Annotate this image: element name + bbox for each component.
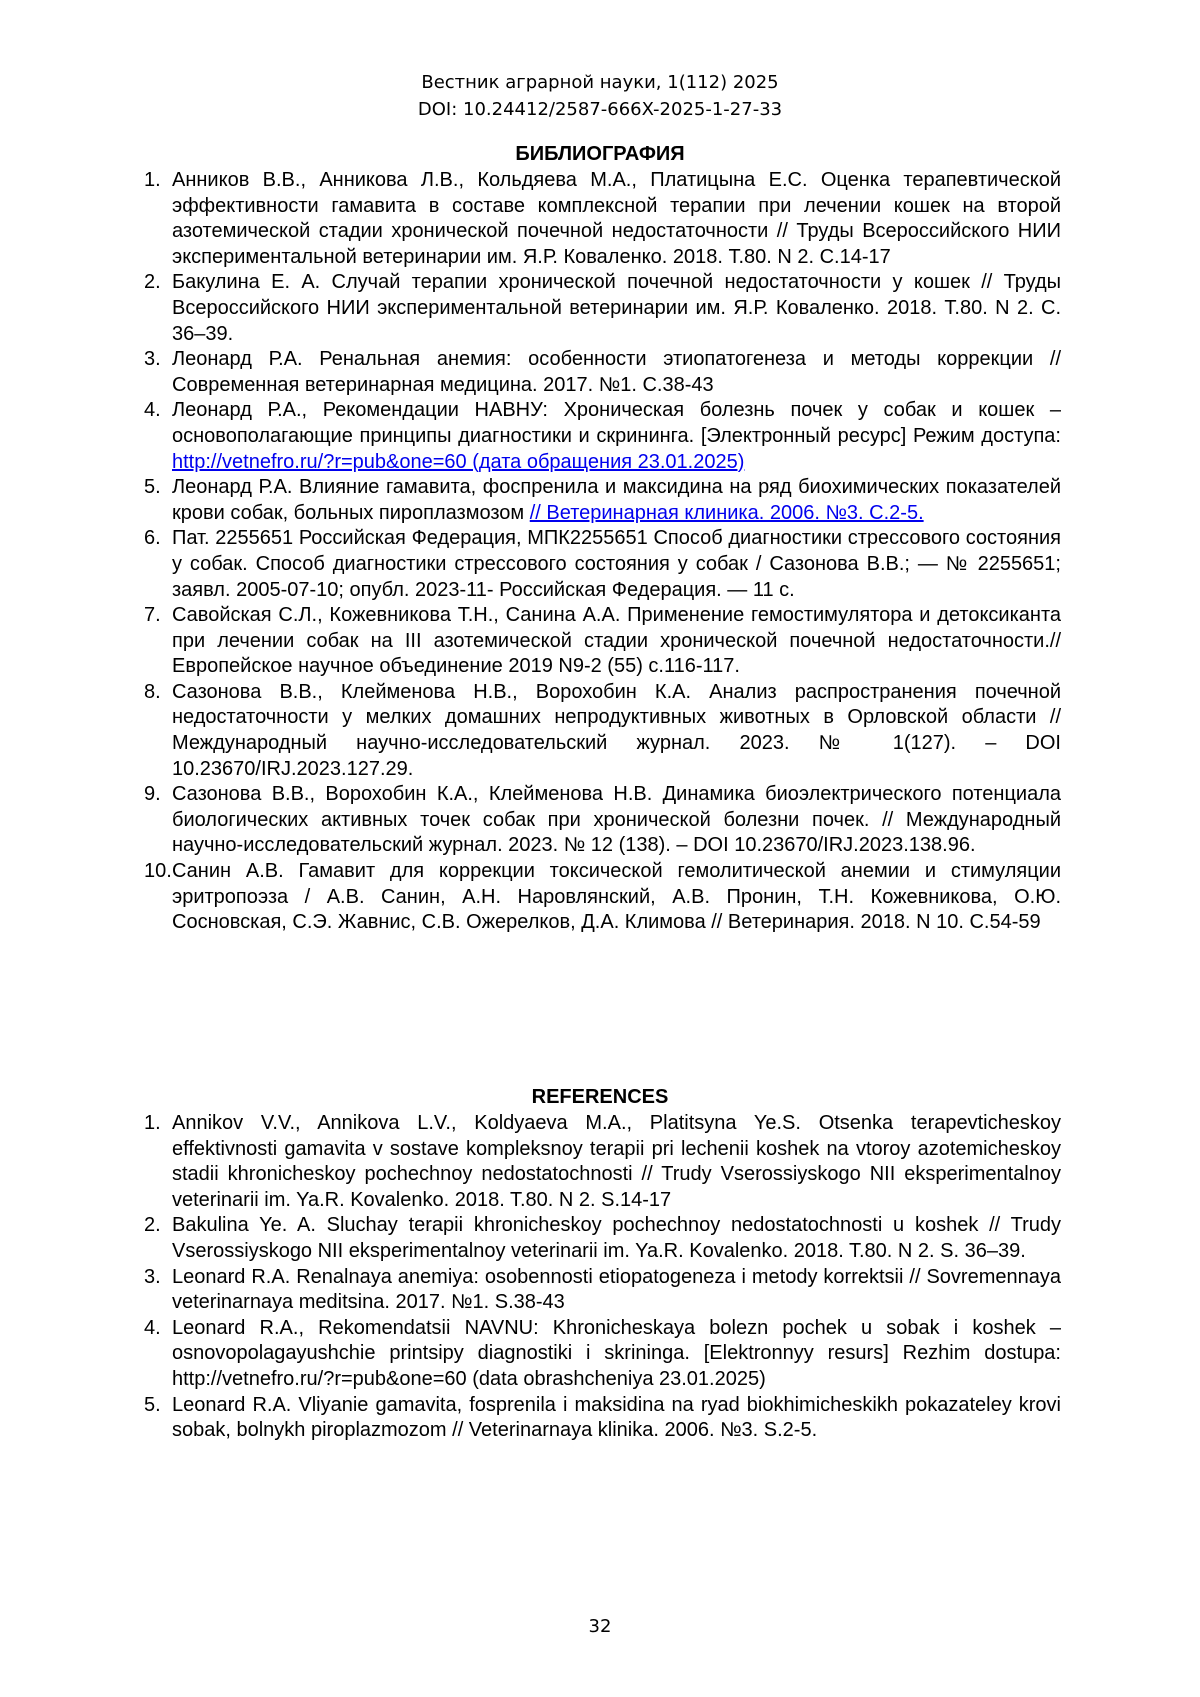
item-number: 3. bbox=[144, 1265, 161, 1288]
list-item bbox=[144, 475, 1061, 526]
item-number: 1. bbox=[144, 169, 161, 191]
list-item bbox=[144, 1393, 1061, 1444]
list-item bbox=[144, 1316, 1061, 1393]
item-number: 9. bbox=[144, 783, 161, 806]
item-number: 1. bbox=[144, 1112, 161, 1134]
item-text: Санин А.В. Гамавит для коррекции токсической гемолитической анемии и стимуляции эритропоэза / А.В. Санин, А.Н. Наровлянский, А.В. Пронин, Т.Н. Кожевникова, О.Ю. Сосновская, С.Э. Жавнис, С.В. Ожерелков, Д.А. Климова // Ветеринария. 2018. N 10. С.54-59 bbox=[172, 860, 1061, 934]
list-item bbox=[144, 168, 1061, 270]
item-text: Сазонова В.В., Ворохобин К.А., Клейменова Н.В. Динамика биоэлектрического потенциала биологических активных точек собак при хронической болезни почек. // Международный научно-исследовательский журнал. 2023. № 12 (138). – DOI 10.23670/IRJ.2023.138.96. bbox=[172, 783, 1061, 857]
list-item bbox=[144, 603, 1061, 680]
item-number: 4. bbox=[144, 1316, 161, 1339]
journal-title: Вестник аграрной науки, 1(112) 2025 bbox=[421, 72, 779, 93]
item-text: Савойская С.Л., Кожевникова Т.Н., Санина А.А. Применение гемостимулятора и детоксиканта при лечении собак на III азотемической стадии хронической почечной недостаточности.// Европейское научное объединение 2019 N9-2 (55) с.116-117. bbox=[172, 604, 1061, 678]
item-text: Annikov V.V., Annikova L.V., Koldyaeva M.A., Platitsyna Ye.S. Otsenka terapevticheskoy effektivnosti gamavita v sostave kompleksnoy terapii pri lechenii koshek na vtoroy azotemicheskoy stadii khronicheskoy pochechnoy nedostatochnosti // Trudy Vserossiyskogo NII eksperimentalnoy veterinarii im. Ya.R. Kovalenko. 2018. T.80. N 2. S.14-17 bbox=[172, 1112, 1061, 1211]
item-text: Сазонова В.В., Клейменова Н.В., Ворохобин К.А. Анализ распространения почечной недостаточности у мелких домашних непродуктивных животных в Орловской области // Международный научно-исследовательский журнал. 2023. № 1(127). – DOI 10.23670/IRJ.2023.127.29. bbox=[172, 680, 1061, 780]
item-number: 2. bbox=[144, 1214, 161, 1237]
item-text: Леонард Р.А. Влияние гамавита, фоспренила и максидина на ряд биохимических показателей крови собак, больных пироплазмозом bbox=[172, 476, 1061, 524]
list-item bbox=[144, 782, 1061, 859]
doi-line: DOI: 10.24412/2587-666X-2025-1-27-33 bbox=[417, 99, 783, 120]
list-item bbox=[144, 398, 1061, 475]
references-heading: REFERENCES bbox=[531, 1086, 669, 1108]
item-number: 7. bbox=[144, 604, 161, 627]
list-item bbox=[144, 859, 1061, 936]
item-number: 3. bbox=[144, 348, 161, 371]
list-item bbox=[144, 347, 1061, 398]
item-text: Leonard R.A. Vliyanie gamavita, fosprenila i maksidina na ryad biokhimicheskikh pokazateley krovi sobak, bolnykh piroplazmozom // Veterinarnaya klinika. 2006. №3. S.2-5. bbox=[172, 1393, 1061, 1442]
page-number: 32 bbox=[588, 1616, 612, 1637]
item-text: Bakulina Ye. A. Sluchay terapii khronicheskoy pochechnoy nedostatochnosti u koshek // Trudy Vserossiyskogo NII eksperimentalnoy veterinarii im. Ya.R. Kovalenko. 2018. T.80. N 2. S. 36–39. bbox=[172, 1214, 1061, 1262]
vetnefro-link[interactable]: http://vetnefro.ru/?r=pub&one=60 (дата обращения 23.01.2025) bbox=[172, 450, 745, 473]
item-text: Леонард Р.А. Ренальная анемия: особенности этиопатогенеза и методы коррекции // Современная ветеринарная медицина. 2017. №1. С.38-43 bbox=[172, 348, 1061, 396]
item-text: Пат. 2255651 Российская Федерация, МПК2255651 Способ диагностики стрессового состояния у собак. Способ диагностики стрессового состояния у собак / Сазонова В.В.; — № 2255651; заявл. 2005-07-10; опубл. 2023-11- Российская Федерация. — 11 с. bbox=[172, 527, 1061, 601]
item-number: 10. bbox=[144, 860, 172, 883]
item-text: Леонард Р.А., Рекомендации НАВНУ: Хроническая болезнь почек у собак и кошек – основополагающие принципы диагностики и скрининга. [Электронный ресурс] Режим доступа: bbox=[172, 399, 1061, 447]
item-number: 5. bbox=[144, 476, 161, 499]
list-item bbox=[144, 270, 1061, 347]
item-text: Leonard R.A. Renalnaya anemiya: osobennosti etiopatogeneza i metody korrektsii // Sovremennaya veterinarnaya meditsina. 2017. №1. S.38-43 bbox=[172, 1265, 1061, 1314]
item-text: Бакулина Е. А. Случай терапии хронической почечной недостаточности у кошек // Труды Всероссийского НИИ экспериментальной ветеринарии им. Я.Р. Коваленко. 2018. Т.80. N 2. С. 36–39. bbox=[172, 271, 1061, 345]
list-item bbox=[144, 1111, 1061, 1213]
list-item bbox=[144, 680, 1061, 782]
vet-clinic-link[interactable]: // Ветеринарная клиника. 2006. №3. С.2-5. bbox=[529, 501, 924, 524]
item-text: Анников В.В., Анникова Л.В., Кольдяева М.А., Платицына Е.С. Оценка терапевтической эффективности гамавита в составе комплексной терапии при лечении кошек на второй азотемической стадии хронической почечной недостаточности // Труды Всероссийского НИИ экспериментальной ветеринарии им. Я.Р. Коваленко. 2018. Т.80. N 2. С.14-17 bbox=[172, 169, 1061, 268]
list-item bbox=[144, 1213, 1061, 1264]
references-list bbox=[144, 1111, 1061, 1444]
item-number: 5. bbox=[144, 1393, 161, 1416]
list-item bbox=[144, 1265, 1061, 1316]
bibliography-heading: БИБЛИОГРАФИЯ bbox=[515, 143, 685, 165]
item-number: 4. bbox=[144, 399, 161, 422]
item-number: 8. bbox=[144, 680, 161, 703]
item-number: 2. bbox=[144, 271, 161, 294]
bibliography-list bbox=[144, 168, 1061, 936]
item-number: 6. bbox=[144, 527, 161, 550]
item-text: Leonard R.A., Rekomendatsii NAVNU: Khronicheskaya bolezn pochek u sobak i koshek – osnovopolagayushchie printsipy diagnostiki i skrininga. [Elektronnyy resurs] Rezhim dostupa: http://vetnefro.ru/?r=pub&one=60 (data obrashcheniya 23.01.2025) bbox=[172, 1316, 1061, 1390]
list-item bbox=[144, 526, 1061, 603]
